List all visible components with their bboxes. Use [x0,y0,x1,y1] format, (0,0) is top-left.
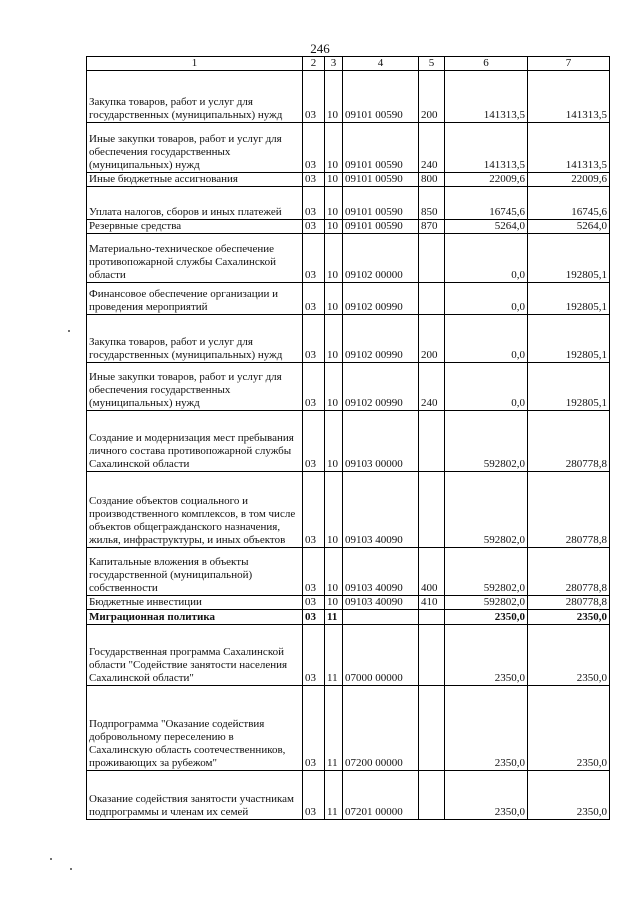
amount-col6: 16745,6 [445,187,528,220]
row-name: Создание объектов социального и производственного комплексов, в том числе объектов общегражданского назначения, жилья, инфраструктуры, и иных объектов [87,472,303,548]
header-cell: 6 [445,57,528,71]
table-row [87,71,610,123]
subsection-code: 10 [325,283,343,315]
expense-type-code [419,283,445,315]
section-code: 03 [303,596,325,610]
table-header-row [87,57,610,71]
expense-type-code: 850 [419,187,445,220]
scan-speck [50,858,52,860]
section-code: 03 [303,610,325,625]
table-row [87,220,610,234]
amount-col6: 592802,0 [445,548,528,596]
section-code: 03 [303,173,325,187]
row-name: Иные закупки товаров, работ и услуг для обеспечения государственных (муниципальных) нужд [87,363,303,411]
row-name: Капитальные вложения в объекты государственной (муниципальной) собственности [87,548,303,596]
budget-table [86,56,610,820]
amount-col7: 280778,8 [528,472,610,548]
amount-col7: 192805,1 [528,283,610,315]
target-article-code: 09101 00590 [343,71,419,123]
table-row [87,548,610,596]
amount-col6: 2350,0 [445,686,528,771]
target-article-code: 07200 00000 [343,686,419,771]
subsection-code: 10 [325,548,343,596]
amount-col6: 592802,0 [445,472,528,548]
target-article-code: 09103 40090 [343,548,419,596]
subsection-code: 11 [325,771,343,820]
expense-type-code: 870 [419,220,445,234]
amount-col6: 2350,0 [445,771,528,820]
section-code: 03 [303,71,325,123]
section-code: 03 [303,548,325,596]
amount-col7: 2350,0 [528,610,610,625]
target-article-code: 09103 40090 [343,596,419,610]
row-name: Бюджетные инвестиции [87,596,303,610]
amount-col6: 592802,0 [445,411,528,472]
amount-col6: 22009,6 [445,173,528,187]
target-article-code: 09103 00000 [343,411,419,472]
section-code: 03 [303,771,325,820]
header-cell: 7 [528,57,610,71]
subsection-code: 10 [325,363,343,411]
expense-type-code [419,234,445,283]
subsection-code: 10 [325,411,343,472]
amount-col6: 0,0 [445,283,528,315]
row-name: Создание и модернизация мест пребывания личного состава противопожарной службы Сахалинской области [87,411,303,472]
table-row [87,610,610,625]
expense-type-code [419,625,445,686]
section-code: 03 [303,315,325,363]
section-code: 03 [303,472,325,548]
target-article-code: 09102 00990 [343,315,419,363]
amount-col7: 2350,0 [528,771,610,820]
target-article-code: 09101 00590 [343,123,419,173]
amount-col7: 192805,1 [528,315,610,363]
section-code: 03 [303,187,325,220]
amount-col7: 141313,5 [528,71,610,123]
amount-col7: 280778,8 [528,596,610,610]
target-article-code [343,610,419,625]
scan-speck [70,868,72,870]
target-article-code: 07201 00000 [343,771,419,820]
subsection-code: 10 [325,596,343,610]
expense-type-code: 200 [419,315,445,363]
row-name: Миграционная политика [87,610,303,625]
header-cell: 2 [303,57,325,71]
amount-col6: 2350,0 [445,625,528,686]
table-row [87,173,610,187]
target-article-code: 09101 00590 [343,173,419,187]
amount-col7: 2350,0 [528,625,610,686]
subsection-code: 11 [325,610,343,625]
amount-col7: 192805,1 [528,234,610,283]
subsection-code: 11 [325,686,343,771]
amount-col6: 2350,0 [445,610,528,625]
subsection-code: 10 [325,173,343,187]
row-name: Резервные средства [87,220,303,234]
table-row [87,771,610,820]
expense-type-code: 800 [419,173,445,187]
target-article-code: 09101 00590 [343,220,419,234]
row-name: Закупка товаров, работ и услуг для государственных (муниципальных) нужд [87,71,303,123]
target-article-code: 09102 00990 [343,363,419,411]
table-row [87,234,610,283]
subsection-code: 11 [325,625,343,686]
amount-col7: 192805,1 [528,363,610,411]
page-number: 246 [310,41,330,56]
amount-col6: 0,0 [445,363,528,411]
row-name: Подпрограмма "Оказание содействия добровольному переселению в Сахалинскую область соотечественников, проживающих за рубежом" [87,686,303,771]
header-cell: 4 [343,57,419,71]
header-cell: 1 [87,57,303,71]
section-code: 03 [303,220,325,234]
table-row [87,472,610,548]
table-row [87,363,610,411]
row-name: Материально-техническое обеспечение противопожарной службы Сахалинской области [87,234,303,283]
expense-type-code [419,771,445,820]
section-code: 03 [303,283,325,315]
table-row [87,123,610,173]
amount-col6: 141313,5 [445,71,528,123]
table-row [87,187,610,220]
table-row [87,315,610,363]
subsection-code: 10 [325,71,343,123]
amount-col6: 592802,0 [445,596,528,610]
expense-type-code: 240 [419,363,445,411]
row-name: Закупка товаров, работ и услуг для государственных (муниципальных) нужд [87,315,303,363]
amount-col7: 280778,8 [528,548,610,596]
row-name: Государственная программа Сахалинской области "Содействие занятости населения Сахалинской области" [87,625,303,686]
amount-col7: 5264,0 [528,220,610,234]
section-code: 03 [303,625,325,686]
subsection-code: 10 [325,234,343,283]
amount-col6: 0,0 [445,234,528,283]
table-row [87,686,610,771]
amount-col6: 0,0 [445,315,528,363]
row-name: Иные закупки товаров, работ и услуг для обеспечения государственных (муниципальных) нужд [87,123,303,173]
expense-type-code [419,472,445,548]
expense-type-code [419,411,445,472]
table-row [87,411,610,472]
amount-col6: 141313,5 [445,123,528,173]
section-code: 03 [303,234,325,283]
target-article-code: 09101 00590 [343,187,419,220]
header-cell: 5 [419,57,445,71]
target-article-code: 09102 00000 [343,234,419,283]
expense-type-code: 240 [419,123,445,173]
amount-col7: 141313,5 [528,123,610,173]
subsection-code: 10 [325,187,343,220]
section-code: 03 [303,363,325,411]
expense-type-code: 400 [419,548,445,596]
expense-type-code [419,610,445,625]
expense-type-code: 410 [419,596,445,610]
expense-type-code: 200 [419,71,445,123]
subsection-code: 10 [325,472,343,548]
subsection-code: 10 [325,123,343,173]
amount-col7: 16745,6 [528,187,610,220]
row-name: Оказание содействия занятости участникам подпрограммы и членам их семей [87,771,303,820]
amount-col6: 5264,0 [445,220,528,234]
row-name: Финансовое обеспечение организации и проведения мероприятий [87,283,303,315]
header-cell: 3 [325,57,343,71]
table-row [87,283,610,315]
target-article-code: 07000 00000 [343,625,419,686]
section-code: 03 [303,411,325,472]
row-name: Иные бюджетные ассигнования [87,173,303,187]
section-code: 03 [303,123,325,173]
target-article-code: 09102 00990 [343,283,419,315]
table-row [87,596,610,610]
section-code: 03 [303,686,325,771]
scan-speck [68,330,70,332]
table-row [87,625,610,686]
amount-col7: 280778,8 [528,411,610,472]
subsection-code: 10 [325,315,343,363]
subsection-code: 10 [325,220,343,234]
row-name: Уплата налогов, сборов и иных платежей [87,187,303,220]
expense-type-code [419,686,445,771]
target-article-code: 09103 40090 [343,472,419,548]
amount-col7: 22009,6 [528,173,610,187]
amount-col7: 2350,0 [528,686,610,771]
